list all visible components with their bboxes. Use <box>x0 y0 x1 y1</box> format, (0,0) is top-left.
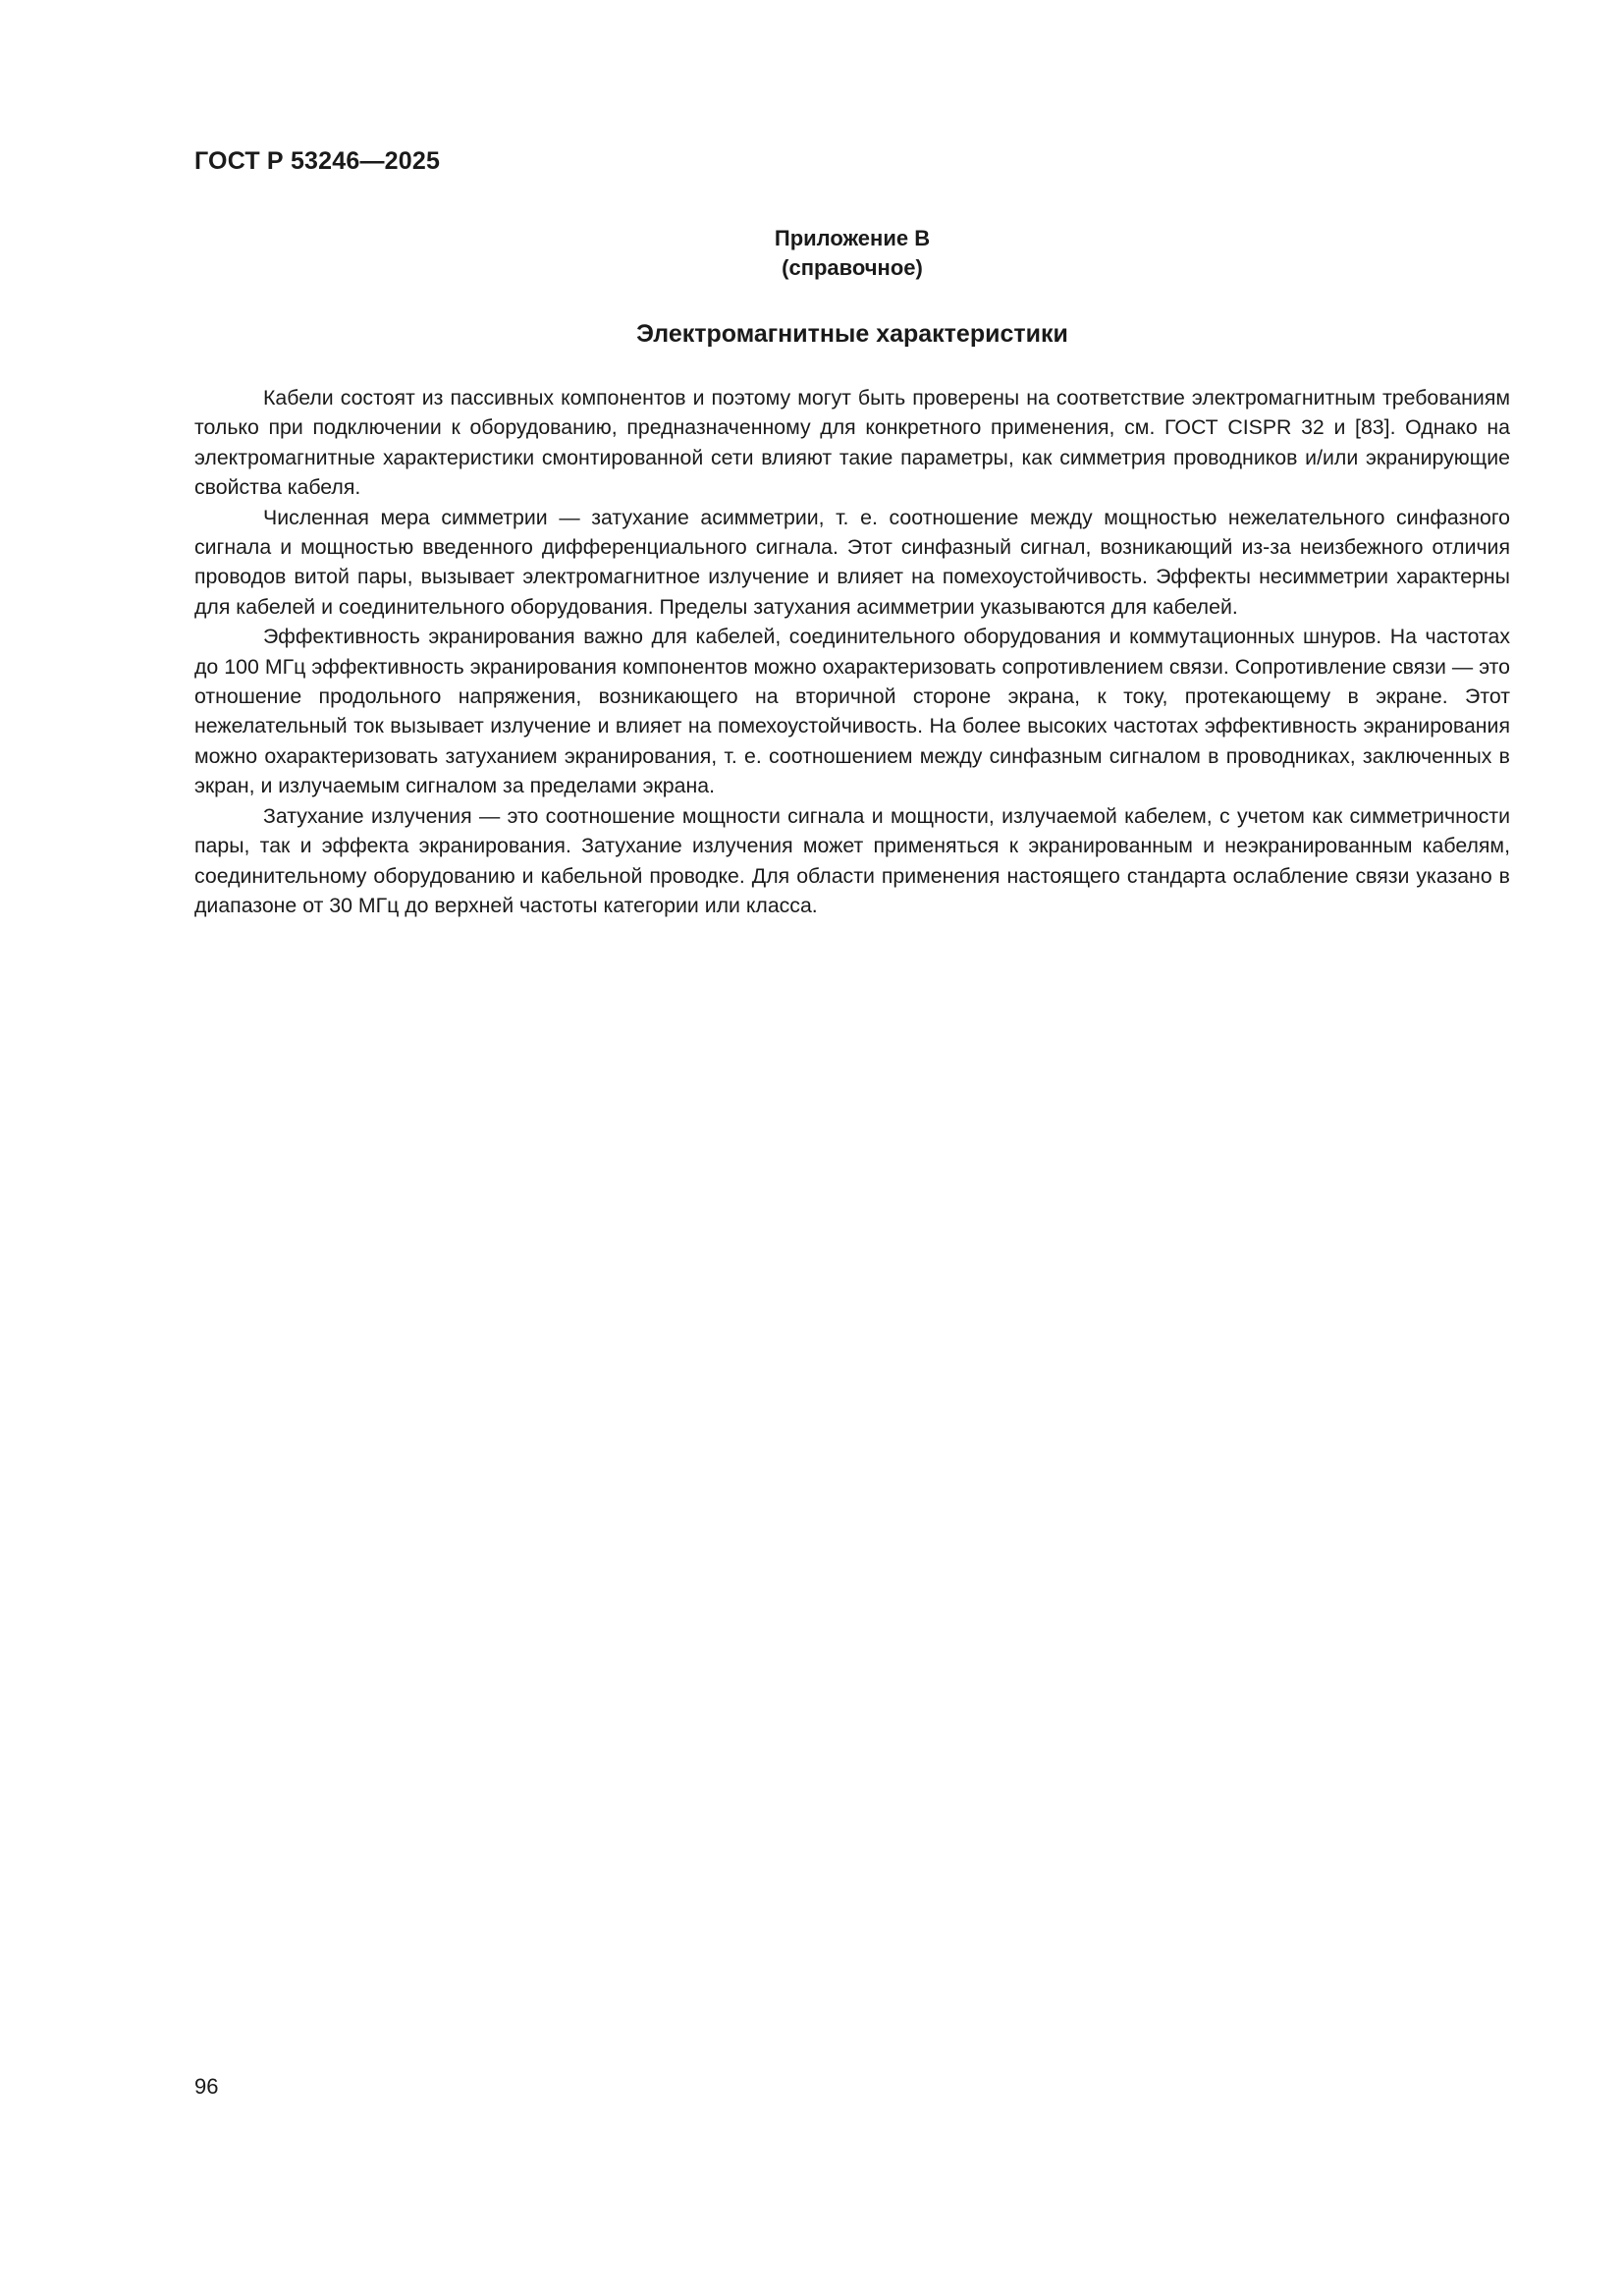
annex-heading <box>194 224 1510 283</box>
paragraph: Эффективность экранирования важно для кабелей, соединительного оборудования и коммутационных шнуров. На частотах до 100 МГц эффективность экранирования компонентов можно охарактеризовать сопротивлением связи. Сопротивление связи — это отношение продольного напряжения, возникающего на вторичной стороне экрана, к току, протекающему в экране. Этот нежелательный ток вызывает излучение и влияет на помехоустойчивость. На более высоких частотах эффективность экранирования можно охарактеризовать затуханием экранирования, т. е. соотношением между синфазным сигналом в проводниках, заключенных в экран, и излучаемым сигналом за пределами экрана. <box>194 625 1510 798</box>
body-text <box>194 383 1510 920</box>
annex-type: (справочное) <box>782 255 923 280</box>
document-code: ГОСТ Р 53246—2025 <box>194 147 441 175</box>
paragraph: Затухание излучения — это соотношение мощности сигнала и мощности, излучаемой кабелем, с учетом как симметричности пары, так и эффекта экранирования. Затухание излучения может применяться к экранированным и неэкранированным кабелям, соединительному оборудованию и кабельной проводке. Для области применения настоящего стандарта ослабление связи указано в диапазоне от 30 МГц до верхней частоты категории или класса. <box>194 803 1510 917</box>
paragraph: Численная мера симметрии — затухание асимметрии, т. е. соотношение между мощностью нежелательного синфазного сигнала и мощностью введенного дифференциального сигнала. Этот синфазный сигнал, возникающий из-за неизбежного отличия проводов витой пары, вызывает электромагнитное излучение и влияет на помехоустойчивость. Эффекты несимметрии характерны для кабелей и соединительного оборудования. Пределы затухания асимметрии указываются для кабелей. <box>194 505 1510 619</box>
paragraph: Кабели состоят из пассивных компонентов и поэтому могут быть проверены на соответствие электромагнитным требованиям только при подключении к оборудованию, предназначенному для конкретного применения, см. ГОСТ CISPR 32 и [83]. Однако на электромагнитные характеристики смонтированной сети влияют такие параметры, как симметрия проводников и/или экранирующие свойства кабеля. <box>194 386 1510 500</box>
annex-title: Приложение В <box>774 226 931 250</box>
page-number: 96 <box>194 2074 219 2099</box>
section-title: Электромагнитные характеристики <box>636 320 1068 348</box>
